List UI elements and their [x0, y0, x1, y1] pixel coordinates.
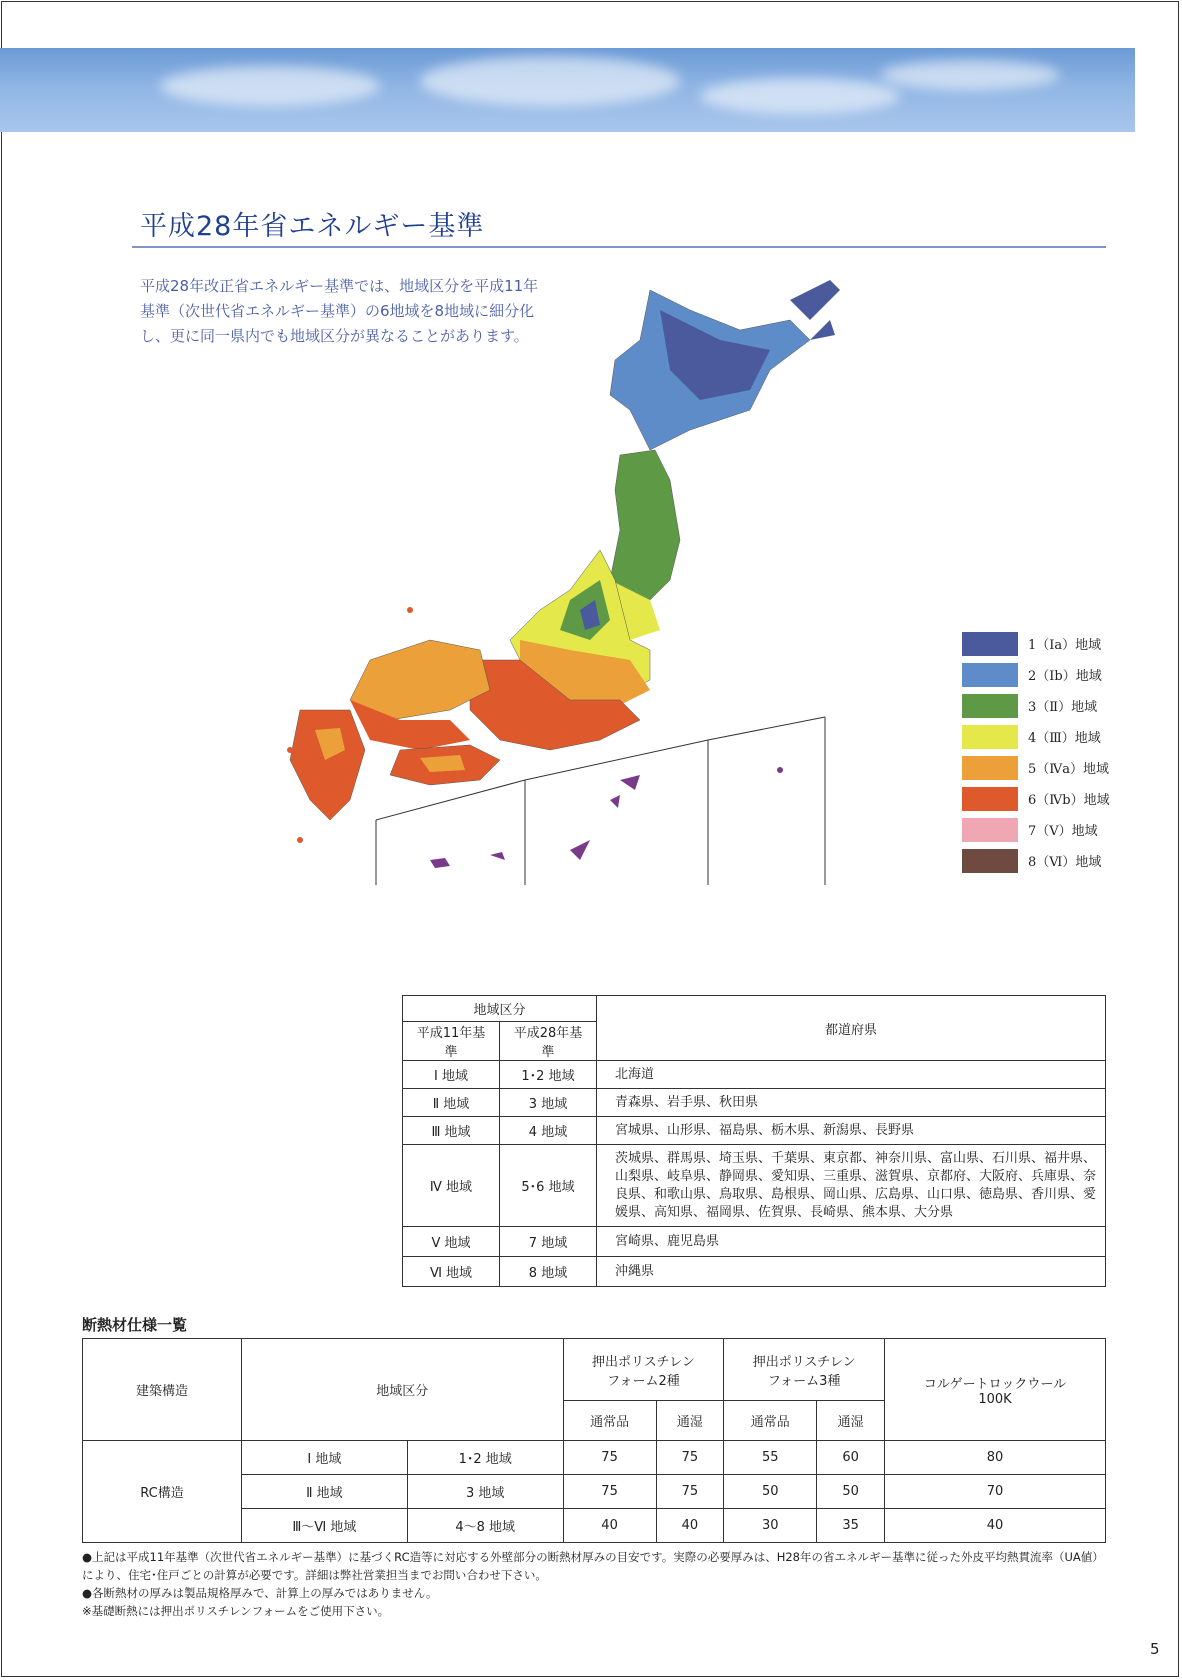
spec-table	[82, 1338, 1106, 1543]
legend-item: 5（Ⅳa）地域	[962, 752, 1110, 783]
legend-swatch	[962, 632, 1018, 656]
table-row: Ⅱ 地域 3 地域 75 75 50 50 70	[83, 1475, 1106, 1509]
table-row: Ⅲ～Ⅵ 地域 4～8 地域 40 40 30 35 40	[83, 1509, 1106, 1543]
wet-header: 通湿	[817, 1401, 885, 1441]
legend-swatch	[962, 818, 1018, 842]
legend-item: 1（Ⅰa）地域	[962, 628, 1110, 659]
table-row: Ⅰ 地域 1･2 地域 北海道	[403, 1061, 1106, 1089]
intro-text: 平成28年改正省エネルギー基準では、地域区分を平成11年基準（次世代省エネルギー基準）の6地域を8地域に細分化し、更に同一県内でも地域区分が異なることがあります。	[140, 277, 539, 345]
title-divider	[132, 246, 1106, 248]
table-row: RC構造 Ⅰ 地域 1･2 地域 75 75 55 60 80	[83, 1441, 1106, 1475]
page-title: 平成28年省エネルギー基準	[140, 211, 485, 242]
japan-region-map	[270, 280, 890, 950]
legend-item: 8（Ⅵ）地域	[962, 845, 1110, 876]
map-legend	[962, 628, 1110, 876]
region-header-group: 地域区分	[403, 996, 597, 1022]
normal-header: 通常品	[724, 1401, 817, 1441]
legend-swatch	[962, 849, 1018, 873]
normal-header: 通常品	[563, 1401, 656, 1441]
table-row: Ⅵ 地域 8 地域 沖縄県	[403, 1257, 1106, 1287]
structure-header: 建築構造	[83, 1339, 242, 1441]
legend-swatch	[962, 756, 1018, 780]
new-standard-header: 平成28年基準	[500, 1022, 597, 1061]
structure-cell: RC構造	[83, 1441, 242, 1543]
legend-item: 7（Ⅴ）地域	[962, 814, 1110, 845]
footnotes	[82, 1548, 1112, 1620]
page-number: 5	[1150, 1640, 1160, 1658]
footnote: ※基礎断熱には押出ポリスチレンフォームをご使用下さい。	[82, 1604, 390, 1618]
table-row: Ⅳ 地域 5･6 地域 茨城県、群馬県、埼玉県、千葉県、東京都、神奈川県、富山県、石川県、福井県、山梨県、岐阜県、静岡県、愛知県、三重県、滋賀県、京都府、大阪府、兵庫県、奈良県、和歌山県、鳥取県、島根県、岡山県、広島県、山口県、徳島県、香川県、愛媛県、高知県、福岡県、佐賀県、長崎県、熊本県、大分県	[403, 1145, 1106, 1227]
table-row: Ⅲ 地域 4 地域 宮城県、山形県、福島県、栃木県、新潟県、長野県	[403, 1117, 1106, 1145]
xps3-header: 押出ポリスチレン フォーム3種	[724, 1339, 885, 1401]
rockwool-header: コルゲートロックウール 100K	[885, 1339, 1106, 1441]
sky-banner	[0, 48, 1135, 132]
xps2-header: 押出ポリスチレン フォーム2種	[563, 1339, 724, 1401]
footnote: ●各断熱材の厚みは製品規格厚みで、計算上の厚みではありません。	[82, 1586, 438, 1600]
old-standard-header: 平成11年基準	[403, 1022, 500, 1061]
legend-swatch	[962, 787, 1018, 811]
map-kyushu	[290, 710, 365, 820]
legend-item: 4（Ⅲ）地域	[962, 721, 1110, 752]
legend-item: 6（Ⅳb）地域	[962, 783, 1110, 814]
pref-header: 都道府県	[597, 996, 1106, 1061]
region-header: 地域区分	[242, 1339, 564, 1441]
legend-swatch	[962, 694, 1018, 718]
legend-swatch	[962, 725, 1018, 749]
table-row: Ⅴ 地域 7 地域 宮崎県、鹿児島県	[403, 1227, 1106, 1257]
footnote: ●上記は平成11年基準（次世代省エネルギー基準）に基づくRC造等に対応する外壁部分の断熱材厚みの目安です。実際の必要厚みは、H28年の省エネルギー基準に従った外皮平均熱貫流率（UA値）により、住宅･住戸ごとの計算が必要です。詳細は弊社営業担当までお問い合わせ下さい。	[82, 1550, 1104, 1582]
wet-header: 通湿	[656, 1401, 724, 1441]
legend-item: 3（Ⅱ）地域	[962, 690, 1110, 721]
region-table	[402, 995, 1106, 1287]
map-chugoku	[350, 640, 490, 720]
table-row: Ⅱ 地域 3 地域 青森県、岩手県、秋田県	[403, 1089, 1106, 1117]
spec-table-title: 断熱材仕様一覧	[82, 1316, 188, 1334]
legend-swatch	[962, 663, 1018, 687]
legend-item: 2（Ⅰb）地域	[962, 659, 1110, 690]
